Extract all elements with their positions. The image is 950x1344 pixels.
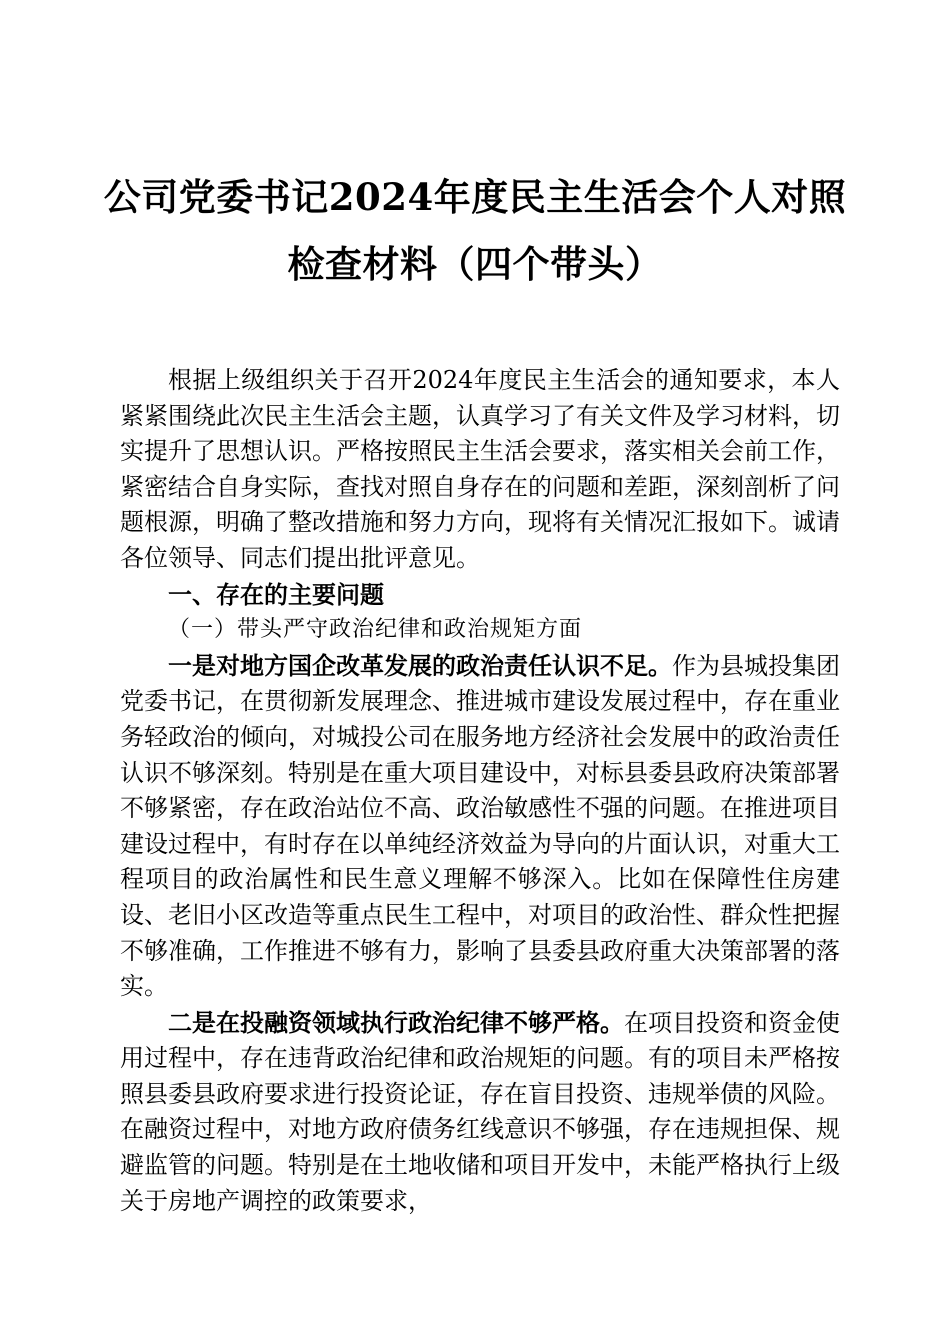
point-2-text: 在项目投资和资金使用过程中，存在违背政治纪律和政治规矩的问题。有的项目未严格按照县委县政府要求进行投资论证，存在盲目投资、违规举债的风险。在融资过程中，对地方政府债务红线意识不够强，存在违规担保、规避监管的问题。特别是在土地收储和项目开发中，未能严格执行上级关于房地产调控的政策要求， <box>120 1008 840 1215</box>
document-title-line-2: 检查材料（四个带头） <box>287 242 663 286</box>
point-2-lead: 二是在投融资领域执行政治纪律不够严格。 <box>168 1007 624 1037</box>
point-2-paragraph <box>120 1005 840 1220</box>
document-body <box>120 363 840 1219</box>
point-1-lead: 一是对地方国企改革发展的政治责任认识不足。 <box>168 650 672 680</box>
intro-paragraph: 根据上级组织关于召开2024年度民主生活会的通知要求，本人紧紧围绕此次民主生活会主题，认真学习了有关文件及学习材料，切实提升了思想认识。严格按照民主生活会要求，落实相关会前工作，紧密结合自身实际，查找对照自身存在的问题和差距，深刻剖析了问题根源，明确了整改措施和努力方向，现将有关情况汇报如下。诚请各位领导、同志们提出批评意见。 <box>120 366 840 572</box>
section-heading: 一、存在的主要问题 <box>168 579 384 609</box>
point-1-paragraph <box>120 648 840 1005</box>
subsection-heading: （一）带头严守政治纪律和政治规矩方面 <box>168 617 583 643</box>
document-title-line-1: 公司党委书记2024年度民主生活会个人对照 <box>103 175 847 219</box>
point-1-text: 作为县城投集团党委书记，在贯彻新发展理念、推进城市建设发展过程中，存在重业务轻政治的倾向，对城投公司在服务地方经济社会发展中的政治责任认识不够深刻。特别是在重大项目建设中，对标县委县政府决策部署不够紧密，存在政治站位不高、政治敏感性不强的问题。在推进项目建设过程中，有时存在以单纯经济效益为导向的片面认识，对重大工程项目的政治属性和民生意义理解不够深入。比如在保障性住房建设、老旧小区改造等重点民生工程中，对项目的政治性、群众性把握不够准确，工作推进不够有力，影响了县委县政府重大决策部署的落实。 <box>120 651 840 1001</box>
